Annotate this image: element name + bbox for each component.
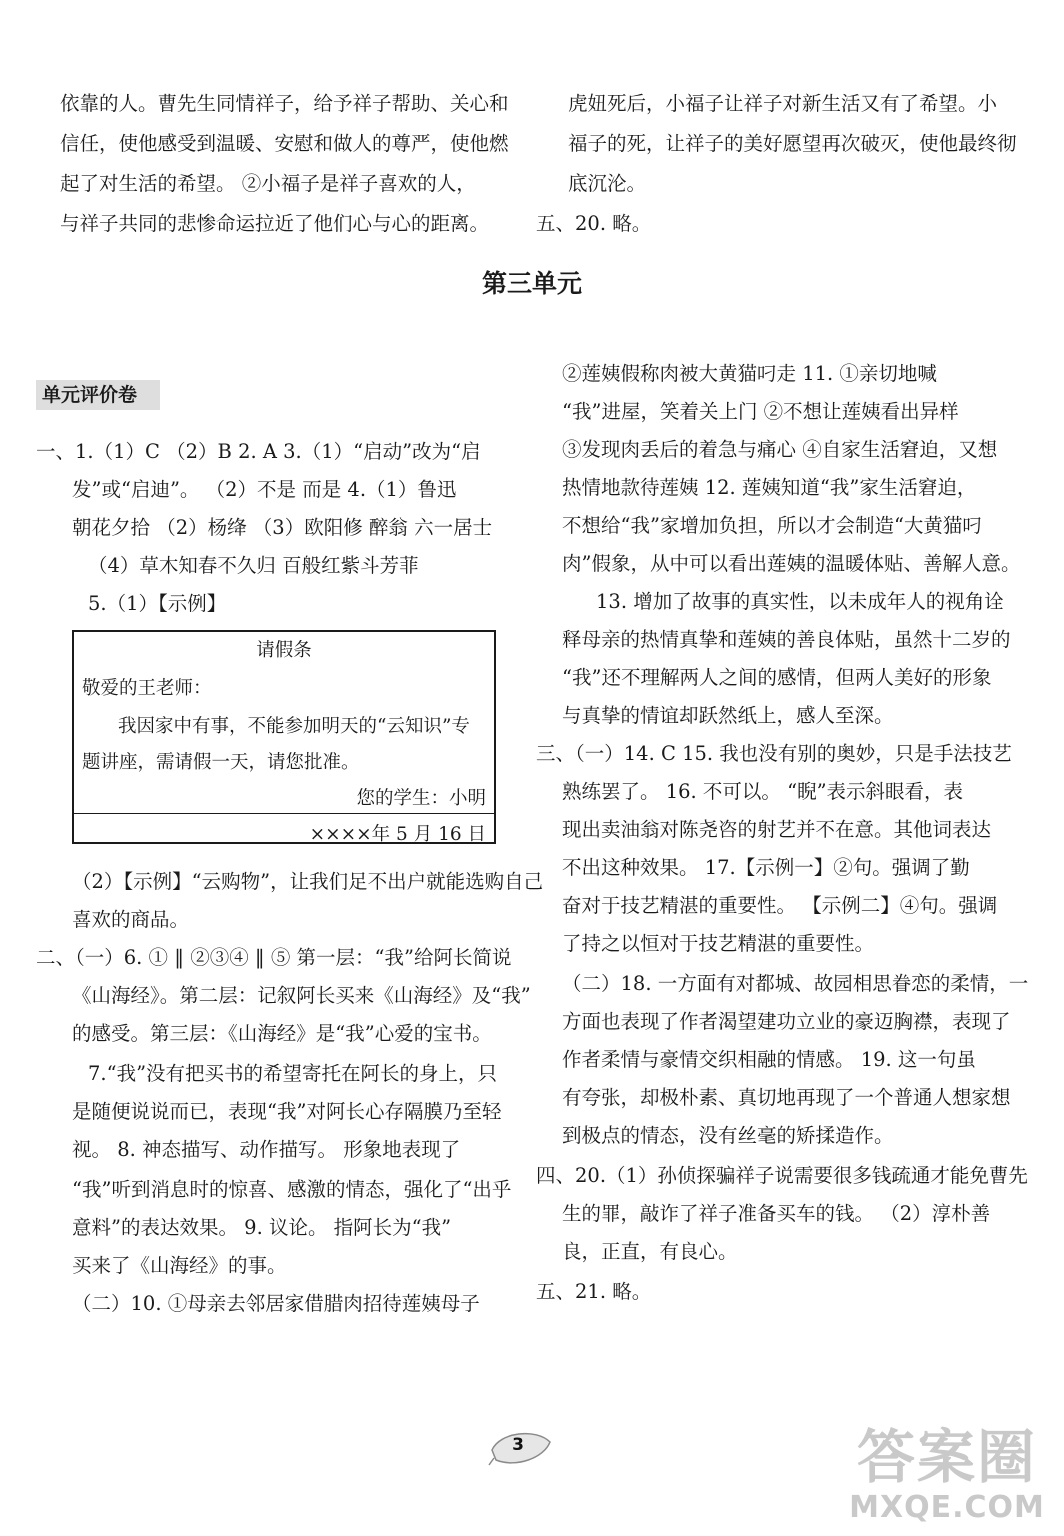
note-body: 我因家中有事，不能参加明天的“云知识”专 [118,716,470,737]
text-line: 买来了《山海经》的事。 [72,1254,287,1277]
text-line: 福子的死，让祥子的美好愿望再次破灭，使他最终彻 [568,132,1017,155]
text-line: 生的罪，敲诈了祥子准备买车的钱。 （2）淳朴善 [562,1202,991,1225]
text-line: 肉”假象，从中可以看出莲姨的温暖体贴、善解人意。 [562,552,1021,575]
note-title: 请假条 [256,640,312,661]
text-line: 7.“我”没有把买书的希望寄托在阿长的身上，只 [88,1062,498,1085]
note-divider [74,813,494,814]
text-line: 良，正直，有良心。 [562,1240,738,1263]
text-line: 朝花夕拾 （2）杨绛 （3）欧阳修 醉翁 六一居士 [72,516,493,539]
text-line: （二）10. ①母亲去邻居家借腊肉招待莲姨母子 [72,1292,480,1315]
page-number: 3 [512,1435,524,1455]
text-line: 虎妞死后，小福子让祥子对新生活又有了希望。小 [568,92,998,115]
text-line: （2）【示例】“云购物”，让我们足不出户就能选购自己 [72,870,544,893]
note-date: ××××年 5 月 16 日 [309,824,486,845]
text-line: 一、1.（1）C （2）B 2. A 3.（1）“启动”改为“启 [36,440,481,463]
note-salutation: 敬爱的王老师： [82,678,212,699]
text-line: 五、20. 略。 [536,212,652,235]
text-line: 起了对生活的希望。 ②小福子是祥子喜欢的人， [60,172,476,195]
text-line: 四、20.（1）孙侦探骗祥子说需要很多钱疏通才能免曹先 [536,1164,1028,1187]
text-line: “我”听到消息时的惊喜、感激的情态，强化了“出乎 [72,1178,512,1201]
text-line: 依靠的人。曹先生同情祥子，给予祥子帮助、关心和 [60,92,509,115]
text-line: 不想给“我”家增加负担，所以才会制造“大黄猫叼 [562,514,982,537]
text-line: 13. 增加了故事的真实性，以未成年人的视角诠 [596,590,1004,613]
text-line: 底沉沦。 [568,172,647,195]
text-line: 是随便说说而已，表现“我”对阿长心存隔膜乃至轻 [72,1100,502,1123]
text-line: 二、（一）6. ① ‖ ②③④ ‖ ⑤ 第一层：“我”给阿长简说 [36,946,512,969]
watermark-url: MXQE.COM [849,1490,1045,1525]
text-line: 的感受。第三层：《山海经》是“我”心爱的宝书。 [72,1022,492,1045]
section-heading: 单元评价卷 [36,380,160,410]
text-line: 信任，使他感受到温暖、安慰和做人的尊严，使他燃 [60,132,509,155]
text-line: 与真挚的情谊却跃然纸上，感人至深。 [562,704,894,727]
text-line: （二）18. 一方面有对都城、故园相思眷恋的柔情，一 [562,972,1029,995]
text-line: 三、（一）14. C 15. 我也没有别的奥妙，只是手法技艺 [536,742,1012,765]
text-line: ③发现肉丢后的着急与痛心 ④自家生活窘迫，又想 [562,438,998,461]
text-line: 5.（1）【示例】 [88,592,227,615]
text-line: 喜欢的商品。 [72,908,190,931]
text-line: “我”还不理解两人之间的感情，但两人美好的形象 [562,666,992,689]
text-line: 发”或“启迪”。 （2）不是 而是 4.（1）鲁迅 [72,478,457,501]
text-line: 有夸张，却极朴素、真切地再现了一个普通人想家想 [562,1086,1011,1109]
text-line: 五、21. 略。 [536,1280,652,1303]
text-line: “我”进屋，笑着关上门 ②不想让莲姨看出异样 [562,400,959,423]
text-line: 与祥子共同的悲惨命运拉近了他们心与心的距离。 [60,212,490,235]
watermark-text: 答案圈 [856,1423,1037,1491]
text-line: 熟练罢了。 16. 不可以。 “睨”表示斜眼看，表 [562,780,964,803]
text-line: 意料”的表达效果。 9. 议论。 指阿长为“我” [72,1216,452,1239]
watermark-logo [842,1410,1052,1528]
leave-note-box [72,630,496,844]
text-line: 热情地款待莲姨 12. 莲姨知道“我”家生活窘迫， [562,476,977,499]
text-line: （4）草木知春不久归 百般红紫斗芳菲 [88,554,419,577]
text-line: ②莲姨假称肉被大黄猫叼走 11. ①亲切地喊 [562,362,937,385]
text-line: 释母亲的热情真挚和莲姨的善良体贴，虽然十二岁的 [562,628,1011,651]
text-line: 了持之以恒对于技艺精湛的重要性。 [562,932,875,955]
text-line: 不出这种效果。 17.【示例一】②句。强调了勤 [562,856,970,879]
text-line: 方面也表现了作者渴望建功立业的豪迈胸襟，表现了 [562,1010,1011,1033]
text-line: 现出卖油翁对陈尧咨的射艺并不在意。其他词表达 [562,818,992,841]
text-line: 《山海经》。第二层：记叙阿长买来《山海经》及“我” [72,984,531,1007]
note-body: 题讲座，需请假一天，请您批准。 [82,752,360,773]
text-line: 作者柔情与豪情交织相融的情感。 19. 这一句虽 [562,1048,976,1071]
unit-title: 第三单元 [481,269,582,298]
text-line: 奋对于技艺精湛的重要性。 【示例二】④句。强调 [562,894,998,917]
text-line: 视。 8. 神态描写、动作描写。 形象地表现了 [72,1138,461,1161]
text-line: 到极点的情态，没有丝毫的矫揉造作。 [562,1124,894,1147]
note-signature: 您的学生：小明 [356,788,486,809]
